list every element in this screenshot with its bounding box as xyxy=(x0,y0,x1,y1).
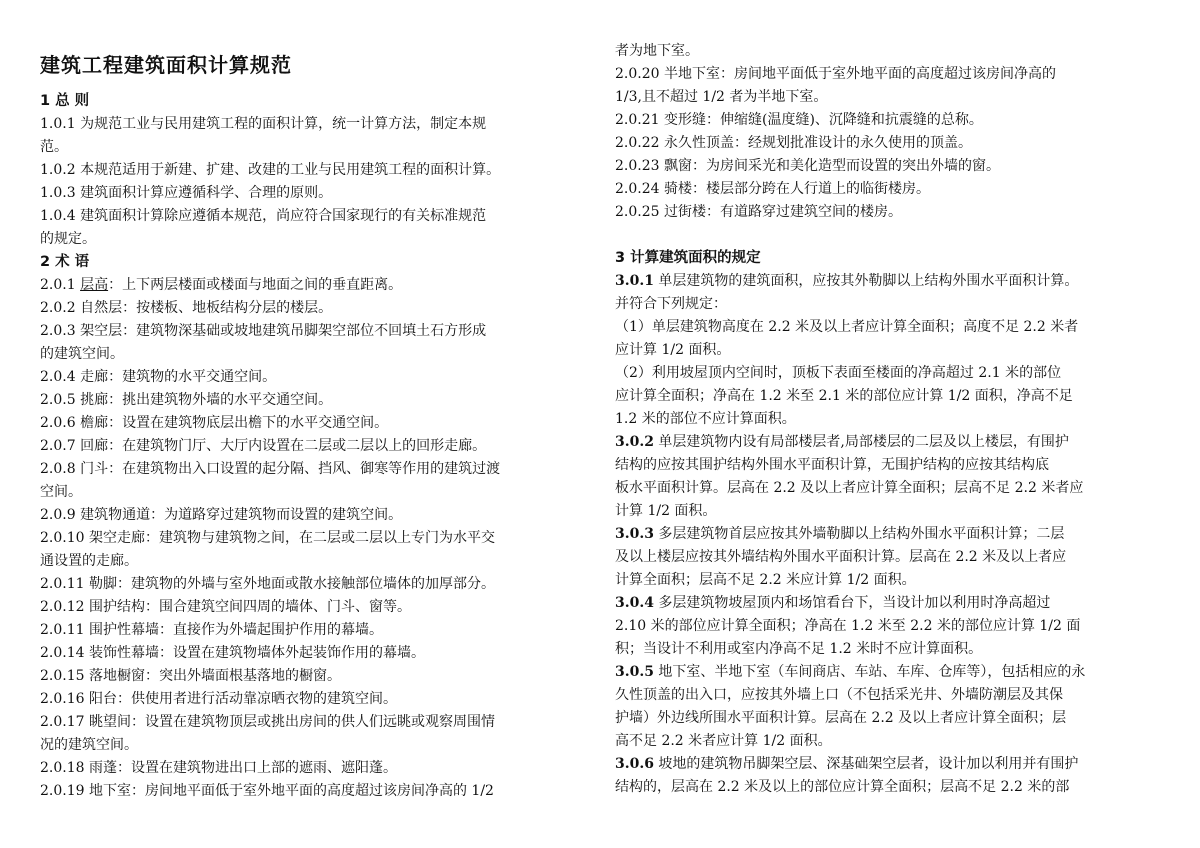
clause-text: 坡地的建筑物吊脚架空层、深基础架空层者，设计加以利用并有围护 xyxy=(653,756,1079,772)
text-line: 2.0.15 落地橱窗：突出外墙面根基落地的橱窗。 xyxy=(40,668,341,684)
clause-text: 地下室、半地下室（车间商店、车站、车库、仓库等），包括相应的永 xyxy=(653,664,1086,680)
clause-number: 3.0.1 xyxy=(615,273,654,289)
clause-line xyxy=(615,592,1085,615)
text-line: 2.0.9 建筑物通道：为道路穿过建筑物而设置的建筑空间。 xyxy=(40,507,403,523)
text-line: 的规定。 xyxy=(40,231,96,247)
text-line: 1.0.2 本规范适用于新建、扩建、改建的工业与民用建筑工程的面积计算。 xyxy=(40,162,501,178)
section-heading: 2 术 语 xyxy=(40,254,90,270)
clause-line xyxy=(615,270,1085,293)
text-line: 况的建筑空间。 xyxy=(40,737,138,753)
text-line: 高不足 2.2 米者应计算 1/2 面积。 xyxy=(615,733,832,749)
text-line: 通设置的走廊。 xyxy=(40,553,138,569)
clause-number: 3.0.2 xyxy=(615,434,654,450)
text-line: 2.0.24 骑楼：楼层部分跨在人行道上的临街楼房。 xyxy=(615,181,930,197)
text-line: 2.0.18 雨蓬：设置在建筑物进出口上部的遮雨、遮阳蓬。 xyxy=(40,760,397,776)
text-line: 2.0.8 门斗：在建筑物出入口设置的起分隔、挡风、御寒等作用的建筑过渡 xyxy=(40,461,501,477)
text-line: 2.0.3 架空层：建筑物深基础或坡地建筑吊脚架空部位不回填土石方形成 xyxy=(40,323,487,339)
text-line: 1.0.1 为规范工业与民用建筑工程的面积计算，统一计算方法，制定本规 xyxy=(40,116,487,132)
text-line: 2.0.17 眺望间：设置在建筑物顶层或挑出房间的供人们远眺或观察周围情 xyxy=(40,714,495,730)
text-line: 护墙）外边线所围水平面积计算。层高在 2.2 及以上者应计算全面积；层 xyxy=(615,710,1067,726)
text-line: （2）利用坡屋顶内空间时，顶板下表面至楼面的净高超过 2.1 米的部位 xyxy=(615,365,1062,381)
text-line: 1.2 米的部位不应计算面积。 xyxy=(615,411,796,427)
term-underlined: 层高 xyxy=(80,277,109,293)
clause-text: 多层建筑物坡屋顶内和场馆看台下，当设计加以利用时净高超过 xyxy=(653,595,1051,611)
text-line: 久性顶盖的出入口，应按其外墙上口（不包括采光井、外墙防潮层及其保 xyxy=(615,687,1063,703)
text-line: 计算 1/2 面积。 xyxy=(615,503,717,519)
clause-number: 3.0.3 xyxy=(615,526,654,542)
clause-number: 3.0.6 xyxy=(615,756,654,772)
text-line: 2.0.16 阳台：供使用者进行活动靠凉晒衣物的建筑空间。 xyxy=(40,691,397,707)
right-column-lines xyxy=(615,40,1085,799)
clause-text: 多层建筑物首层应按其外墙勒脚以上结构外围水平面积计算；二层 xyxy=(653,526,1065,542)
section-heading: 3 计算建筑面积的规定 xyxy=(615,250,761,266)
left-column-lines xyxy=(40,90,500,803)
clause-line xyxy=(615,661,1085,684)
text-line: 1.0.3 建筑面积计算应遵循科学、合理的原则。 xyxy=(40,185,333,201)
text-line: 2.0.6 檐廊：设置在建筑物底层出檐下的水平交通空间。 xyxy=(40,415,389,431)
text-line: 1.0.4 建筑面积计算除应遵循本规范，尚应符合国家现行的有关标准规范 xyxy=(40,208,487,224)
clause-number: 3.0.5 xyxy=(615,664,654,680)
text-line: 并符合下列规定： xyxy=(615,296,727,312)
text-line: 者为地下室。 xyxy=(615,43,699,59)
text-line: 计算全面积；层高不足 2.2 米应计算 1/2 面积。 xyxy=(615,572,916,588)
text-line: 积；当设计不利用或室内净高不足 1.2 米时不应计算面积。 xyxy=(615,641,983,657)
definition-text: ：上下两层楼面或楼面与地面之间的垂直距离。 xyxy=(108,277,403,293)
document-title: 建筑工程建筑面积计算规范 xyxy=(40,53,292,77)
text-line: 2.0.20 半地下室：房间地平面低于室外地平面的高度超过该房间净高的 xyxy=(615,66,1056,82)
clause-line xyxy=(615,431,1085,454)
clause-line xyxy=(615,523,1085,546)
text-line: 及以上楼层应按其外墙结构外围水平面积计算。层高在 2.2 米及以上者应 xyxy=(615,549,1067,565)
text-line: 2.0.21 变形缝：伸缩缝(温度缝)、沉降缝和抗震缝的总称。 xyxy=(615,112,983,128)
text-line: 2.0.5 挑廊：挑出建筑物外墙的水平交通空间。 xyxy=(40,392,333,408)
text-line: 2.0.22 永久性顶盖：经规划批准设计的永久使用的顶盖。 xyxy=(615,135,972,151)
text-line: 2.10 米的部位应计算全面积；净高在 1.2 米至 2.2 米的部位应计算 1/2 面 xyxy=(615,618,1081,634)
text-line: 2.0.11 勒脚：建筑物的外墙与室外地面或散水接触部位墙体的加厚部分。 xyxy=(40,576,495,592)
clause-text: 单层建筑物内设有局部楼层者,局部楼层的二层及以上楼层，有围护 xyxy=(653,434,1069,450)
text-line: 2.0.7 回廊：在建筑物门厅、大厅内设置在二层或二层以上的回形走廊。 xyxy=(40,438,487,454)
text-line: 结构的应按其围护结构外围水平面积计算，无围护结构的应按其结构底 xyxy=(615,457,1049,473)
text-line: 1/3,且不超过 1/2 者为半地下室。 xyxy=(615,89,828,105)
blank-line xyxy=(615,224,1085,247)
text-line: 应计算 1/2 面积。 xyxy=(615,342,731,358)
clause-line xyxy=(615,753,1085,776)
text-line: 2.0.19 地下室：房间地平面低于室外地平面的高度超过该房间净高的 1/2 xyxy=(40,783,494,799)
text-line: （1）单层建筑物高度在 2.2 米及以上者应计算全面积；高度不足 2.2 米者 xyxy=(615,319,1079,335)
text-line: 应计算全面积；净高在 1.2 米至 2.1 米的部位应计算 1/2 面积，净高不足 xyxy=(615,388,1073,404)
text-line: 2.0.12 围护结构：围合建筑空间四周的墙体、门斗、窗等。 xyxy=(40,599,411,615)
text-line: 空间。 xyxy=(40,484,82,500)
section-heading: 1 总 则 xyxy=(40,93,90,109)
text-line: 2.0.2 自然层：按楼板、地板结构分层的楼层。 xyxy=(40,300,333,316)
text-line: 2.0.14 装饰性幕墙：设置在建筑物墙体外起装饰作用的幕墙。 xyxy=(40,645,425,661)
clause-text: 单层建筑物的建筑面积，应按其外勒脚以上结构外围水平面积计算。 xyxy=(653,273,1079,289)
text-line: 2.0.23 飘窗：为房间采光和美化造型而设置的突出外墙的窗。 xyxy=(615,158,1000,174)
definition-line xyxy=(40,274,500,297)
text-line: 2.0.11 围护性幕墙：直接作为外墙起围护作用的幕墙。 xyxy=(40,622,383,638)
text-line: 2.0.4 走廊：建筑物的水平交通空间。 xyxy=(40,369,277,385)
text-line: 范。 xyxy=(40,139,68,155)
clause-number: 2.0.1 xyxy=(40,277,81,293)
clause-number: 3.0.4 xyxy=(615,595,654,611)
text-line: 的建筑空间。 xyxy=(40,346,124,362)
text-line: 结构的，层高在 2.2 米及以上的部位应计算全面积；层高不足 2.2 米的部 xyxy=(615,779,1070,795)
text-line: 板水平面积计算。层高在 2.2 及以上者应计算全面积；层高不足 2.2 米者应 xyxy=(615,480,1084,496)
text-line: 2.0.25 过街楼：有道路穿过建筑空间的楼房。 xyxy=(615,204,902,220)
text-line: 2.0.10 架空走廊：建筑物与建筑物之间，在二层或二层以上专门为水平交 xyxy=(40,530,495,546)
